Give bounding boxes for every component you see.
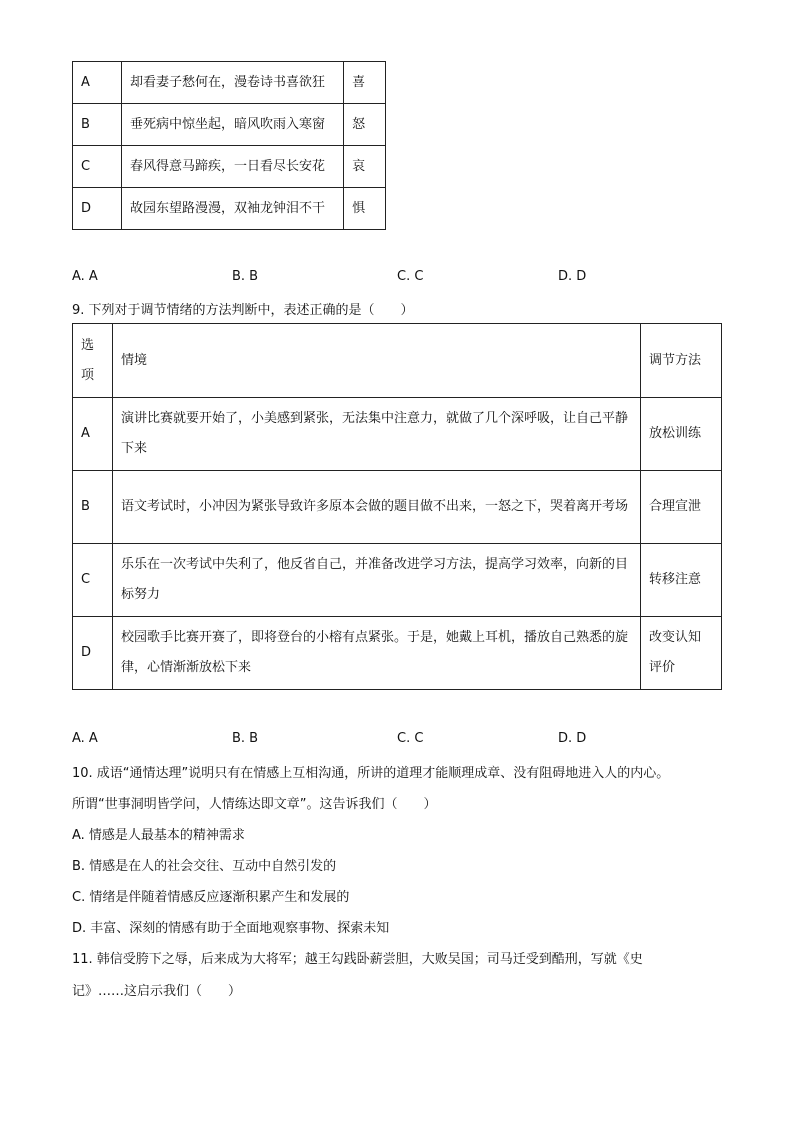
table-row xyxy=(73,62,386,104)
table-row xyxy=(73,104,386,146)
q10-option-a[interactable]: A. 情感是人最基本的精神需求 xyxy=(72,828,245,843)
q10-option-d[interactable]: D. 丰富、深刻的情感有助于全面地观察事物、探索未知 xyxy=(72,921,390,936)
option-c[interactable]: C. C xyxy=(397,731,424,746)
header-cell: 情境 xyxy=(113,324,641,398)
table-cell: B xyxy=(73,104,122,146)
table-row xyxy=(73,471,722,544)
option-c[interactable]: C. C xyxy=(397,269,424,284)
option-a[interactable]: A. A xyxy=(72,731,98,746)
q10-option-c[interactable]: C. 情绪是伴随着情感反应逐渐积累产生和发展的 xyxy=(72,890,350,905)
table-cell: 合理宣泄 xyxy=(641,471,722,544)
table-cell: B xyxy=(73,471,113,544)
emotion-regulation-table xyxy=(72,323,722,690)
q11-stem-line2: 记》……这启示我们（ ） xyxy=(72,984,242,999)
table-row xyxy=(73,398,722,471)
q10-stem-line2: 所谓“世事洞明皆学问，人情练达即文章”。这告诉我们（ ） xyxy=(72,797,437,812)
q10-stem-line1: 10. 成语“通情达理”说明只有在情感上互相沟通，所讲的道理才能顺理成章、没有阻碍地进入人的内心。 xyxy=(72,766,670,781)
table-cell: A xyxy=(73,62,122,104)
option-b[interactable]: B. B xyxy=(232,269,259,284)
table-cell: 乐乐在一次考试中失利了，他反省自己，并准备改进学习方法，提高学习效率，向新的目标努力 xyxy=(113,544,641,617)
table-cell: 怒 xyxy=(344,104,386,146)
table-cell: 转移注意 xyxy=(641,544,722,617)
table-cell: 语文考试时，小冲因为紧张导致许多原本会做的题目做不出来，一怒之下，哭着离开考场 xyxy=(113,471,641,544)
table-row xyxy=(73,146,386,188)
option-d[interactable]: D. D xyxy=(558,731,587,746)
table-cell: 春风得意马蹄疾，一日看尽长安花 xyxy=(121,146,343,188)
emotion-poem-table xyxy=(72,61,386,230)
q10-option-b[interactable]: B. 情感是在人的社会交往、互动中自然引发的 xyxy=(72,859,337,874)
table-header-row xyxy=(73,324,722,398)
table-cell: 喜 xyxy=(344,62,386,104)
table-cell: 哀 xyxy=(344,146,386,188)
table-row xyxy=(73,617,722,690)
table-cell: A xyxy=(73,398,113,471)
q11-stem-line1: 11. 韩信受胯下之辱，后来成为大将军；越王勾践卧薪尝胆，大败吴国；司马迁受到酷刑，写就《史 xyxy=(72,952,643,967)
table-cell: D xyxy=(73,617,113,690)
q9-stem: 9. 下列对于调节情绪的方法判断中，表述正确的是（ ） xyxy=(72,303,414,318)
table-cell: 垂死病中惊坐起，暗风吹雨入寒窗 xyxy=(121,104,343,146)
table-cell: D xyxy=(73,188,122,230)
header-option: 选项 xyxy=(81,337,95,383)
header-cell: 调节方法 xyxy=(641,324,722,398)
table-cell: 改变认知评价 xyxy=(641,617,722,690)
table-cell: 故园东望路漫漫，双袖龙钟泪不干 xyxy=(121,188,343,230)
option-d[interactable]: D. D xyxy=(558,269,587,284)
option-b[interactable]: B. B xyxy=(232,731,259,746)
table-row xyxy=(73,188,386,230)
option-a[interactable]: A. A xyxy=(72,269,98,284)
q9-options xyxy=(72,731,722,751)
table-cell: 惧 xyxy=(344,188,386,230)
table-cell: C xyxy=(73,146,122,188)
q8-options xyxy=(72,269,722,289)
table-cell: C xyxy=(73,544,113,617)
table-cell: 校园歌手比赛开赛了，即将登台的小榕有点紧张。于是，她戴上耳机，播放自己熟悉的旋律，心情渐渐放松下来 xyxy=(113,617,641,690)
table-cell: 演讲比赛就要开始了，小美感到紧张，无法集中注意力，就做了几个深呼吸，让自己平静下来 xyxy=(113,398,641,471)
header-cell xyxy=(73,324,113,398)
table-row xyxy=(73,544,722,617)
table-cell: 却看妻子愁何在，漫卷诗书喜欲狂 xyxy=(121,62,343,104)
table-cell: 放松训练 xyxy=(641,398,722,471)
